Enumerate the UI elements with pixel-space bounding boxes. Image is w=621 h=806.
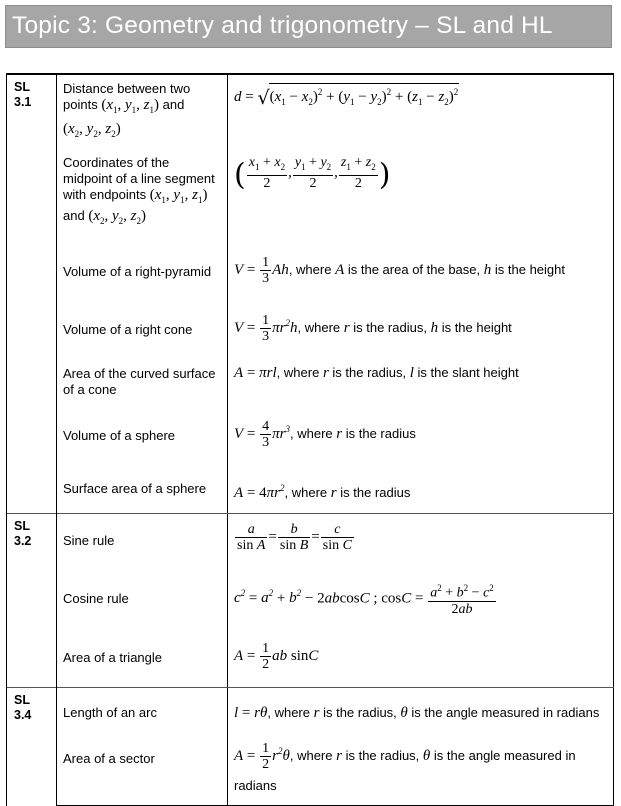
section-sl-3-2 (7, 514, 57, 688)
section-label: SL (14, 80, 30, 94)
sector-label: Area of a sector (57, 729, 228, 806)
row-midpoint (7, 147, 614, 243)
formula-table (6, 73, 614, 806)
row-sphere-area (7, 464, 614, 514)
row-sector (7, 729, 614, 806)
section-label: SL (14, 519, 30, 533)
cosine-rule-formula: $c^2 = a^2 + b^2 - 2abcosC$ ; cosC = $\frac{a^2 + b^2 - c^2}{2ab}$ (228, 569, 614, 631)
distance-formula: $d = √(x_1 - x_2)^2 + (y_1 - y_2)^2 + (z_1 - z_2)^2$ (228, 74, 614, 147)
cone-surface-formula: A = πrl, where r is the radius, l is the slant height (228, 357, 614, 407)
triangle-area-label: Area of a triangle (57, 631, 228, 688)
topic-title: Topic 3: Geometry and trigonometry – SL and HL (12, 12, 553, 39)
topic-banner (5, 5, 612, 48)
row-arc (7, 688, 614, 730)
section-number: 3.4 (14, 708, 32, 722)
arc-label: Length of an arc (57, 688, 228, 730)
row-sine-rule (7, 514, 614, 570)
row-distance (7, 74, 614, 147)
cone-formula: V = $\frac{1}{3}$ $\pi r^2h$, where r is the radius, h is the height (228, 301, 614, 357)
row-sphere-volume (7, 407, 614, 464)
section-number: 3.2 (14, 534, 32, 548)
row-triangle-area (7, 631, 614, 688)
sphere-area-label: Surface area of a sphere (57, 464, 228, 514)
sphere-area-formula: $A = 4\pi r^2$, where r is the radius (228, 464, 614, 514)
sine-rule-label: Sine rule (57, 514, 228, 570)
row-pyramid (7, 243, 614, 301)
row-cone (7, 301, 614, 357)
sine-rule-formula: $\frac{a}{\text{sin A}}$ = $\frac{b}{\text{sin B}}$ = $\frac{c}{\text{sin C}}$ (228, 514, 614, 570)
triangle-area-formula: A = $\frac{1}{2}$ ab sinC (228, 631, 614, 688)
section-number: 3.1 (14, 95, 32, 109)
sphere-volume-label: Volume of a sphere (57, 407, 228, 464)
row-cosine-rule (7, 569, 614, 631)
midpoint-formula: ( $\frac{x_1 + x_2}{2}$ , $\frac{y_1 + y_2}{2}$ , $\frac{z_1 + z_2}{2}$ ) (228, 147, 614, 243)
pyramid-formula: V = $\frac{1}{3}$ Ah, where A is the area of the base, h is the height (228, 243, 614, 301)
sphere-volume-formula: V = $\frac{4}{3}$ $\pi r^3$, where r is the radius (228, 407, 614, 464)
row-cone-surface (7, 357, 614, 407)
pyramid-label: Volume of a right-pyramid (57, 243, 228, 301)
section-sl-3-4 (7, 688, 57, 806)
section-label: SL (14, 693, 30, 707)
cone-label: Volume of a right cone (57, 301, 228, 357)
distance-label: Distance between two points ($x_1$, $y_1$, $z_1$) and ($x_2$, $y_2$, $z_2$) (57, 74, 228, 147)
arc-formula: l = rθ, where r is the radius, θ is the angle measured in radians (228, 688, 614, 730)
cone-surface-label: Area of the curved surface of a cone (57, 357, 228, 407)
sector-formula: A = $\frac{1}{2}$ $r^2\theta$, where r is the radius, θ is the angle measured in radians (228, 729, 614, 806)
cosine-rule-label: Cosine rule (57, 569, 228, 631)
section-sl-3-1 (7, 74, 57, 514)
midpoint-label: Coordinates of the midpoint of a line segment with endpoints ($x_1$, $y_1$, $z_1$) and ($x_2$, $y_2$, $z_2$) (57, 147, 228, 243)
